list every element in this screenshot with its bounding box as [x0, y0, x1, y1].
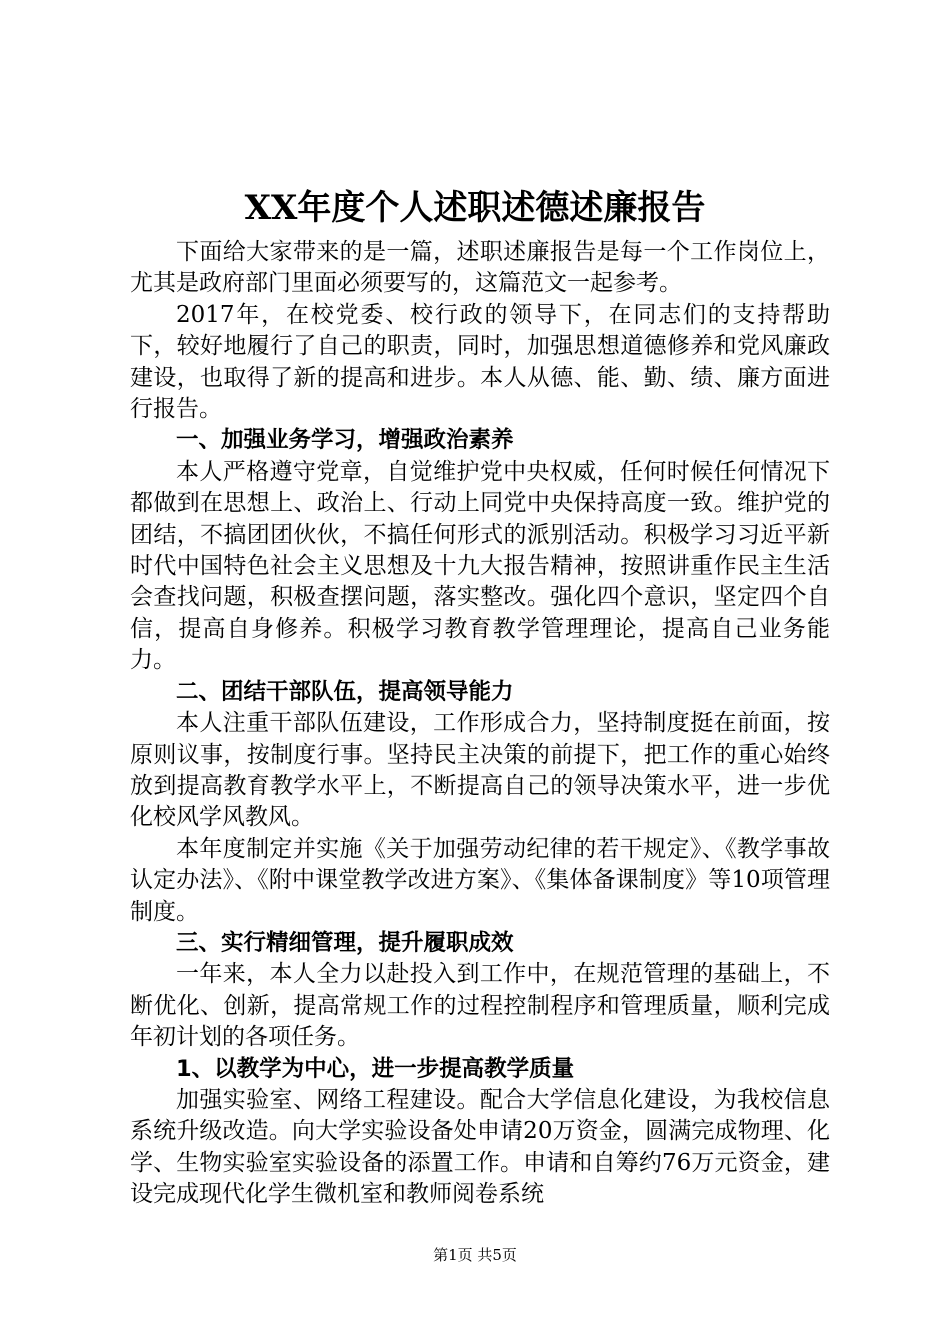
section-heading-2: 二、团结干部队伍，提高领导能力: [176, 678, 514, 705]
section-3-paragraph: 一年来，本人全力以赴投入到工作中，在规范管理的基础上，不断优化、创新，提高常规工作的过程控制程序和管理质量，顺利完成年初计划的各项任务。: [130, 961, 830, 1051]
page-footer: 第1页 共5页: [433, 1246, 517, 1264]
section-heading-1: 一、加强业务学习，增强政治素养: [176, 427, 514, 454]
section-1-paragraph: 本人严格遵守党章，自觉维护党中央权威，任何时候任何情况下都做到在思想上、政治上、行动上同党中央保持高度一致。维护党的团结，不搞团团伙伙，不搞任何形式的派别活动。积极学习习近平新时代中国特色社会主义思想及十九大报告精神，按照讲重作民主生活会查找问题，积极查摆问题，落实整改。强化四个意识，坚定四个自信，提高自身修养。积极学习教育教学管理理论，提高自己业务能力。: [130, 458, 830, 674]
subsection-heading-1: 1、以教学为中心，进一步提高教学质量: [176, 1055, 575, 1082]
section-heading-3: 三、实行精细管理，提升履职成效: [176, 929, 514, 956]
section-2-paragraph-2: 本年度制定并实施《关于加强劳动纪律的若干规定》、《教学事故认定办法》、《附中课堂教学改进方案》、《集体备课制度》等10项管理制度。: [130, 835, 830, 925]
overview-paragraph: 2017年，在校党委、校行政的领导下，在同志们的支持帮助下，较好地履行了自己的职责，同时，加强思想道德修养和党风廉政建设，也取得了新的提高和进步。本人从德、能、勤、绩、廉方面进行报告。: [130, 301, 830, 423]
document-title: XX年度个人述职述德述廉报告: [244, 188, 706, 228]
subsection-1-paragraph: 加强实验室、网络工程建设。配合大学信息化建设，为我校信息系统升级改造。向大学实验设备处申请20万资金，圆满完成物理、化学、生物实验室实验设备的添置工作。申请和自筹约76万元资金，建设完成现代化学生微机室和教师阅卷系统: [130, 1086, 830, 1208]
document-body: [130, 237, 830, 1211]
intro-paragraph: 下面给大家带来的是一篇，述职述廉报告是每一个工作岗位上，尤其是政府部门里面必须要写的，这篇范文一起参考。: [130, 239, 830, 297]
section-2-paragraph-1: 本人注重干部队伍建设，工作形成合力，坚持制度挺在前面，按原则议事，按制度行事。坚持民主决策的前提下，把工作的重心始终放到提高教育教学水平上，不断提高自己的领导决策水平，进一步优化校风学风教风。: [130, 710, 830, 831]
